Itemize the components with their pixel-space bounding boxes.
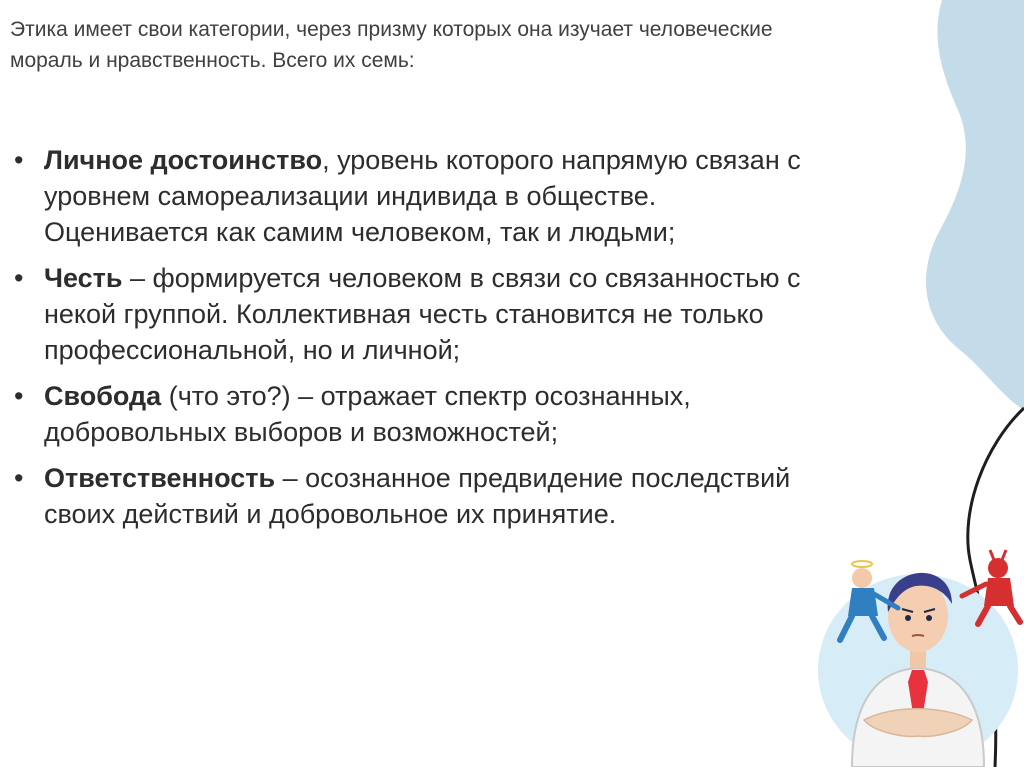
list-item — [14, 142, 814, 250]
definition-honor: – формируется человеком в связи со связанностью с некой группой. Коллективная честь становится не только профессиональной, но и личной; — [44, 263, 801, 365]
definition-dignity: , уровень которого напрямую связан с уровнем самореализации индивида в обществе. Оценивается как самим человеком, так и людьми; — [44, 145, 801, 247]
term-honor: Честь — [44, 263, 123, 293]
intro-text: Этика имеет свои категории, через призму которых она изучает человеческие мораль и нравственность. Всего их семь: — [10, 18, 773, 72]
list-item — [14, 260, 814, 368]
term-dignity: Личное достоинство — [44, 145, 323, 175]
blue-wave-shape — [926, 0, 1024, 410]
bullet-marker: • — [14, 381, 24, 411]
definition-responsibility: – осознанное предвидение последствий своих действий и добровольное их принятие. — [44, 463, 791, 529]
list-item — [14, 460, 814, 532]
term-freedom: Свобода — [44, 381, 162, 411]
definition-freedom: (что это?) – отражает спектр осознанных, добровольных выборов и возможностей; — [44, 381, 691, 447]
bullet-marker: • — [14, 463, 24, 493]
bullet-marker: • — [14, 145, 24, 175]
categories-list — [14, 142, 814, 542]
man-with-angel-and-devil-illustration — [812, 520, 1024, 767]
term-responsibility: Ответственность — [44, 463, 276, 493]
list-item — [14, 378, 814, 450]
bullet-marker: • — [14, 263, 24, 293]
